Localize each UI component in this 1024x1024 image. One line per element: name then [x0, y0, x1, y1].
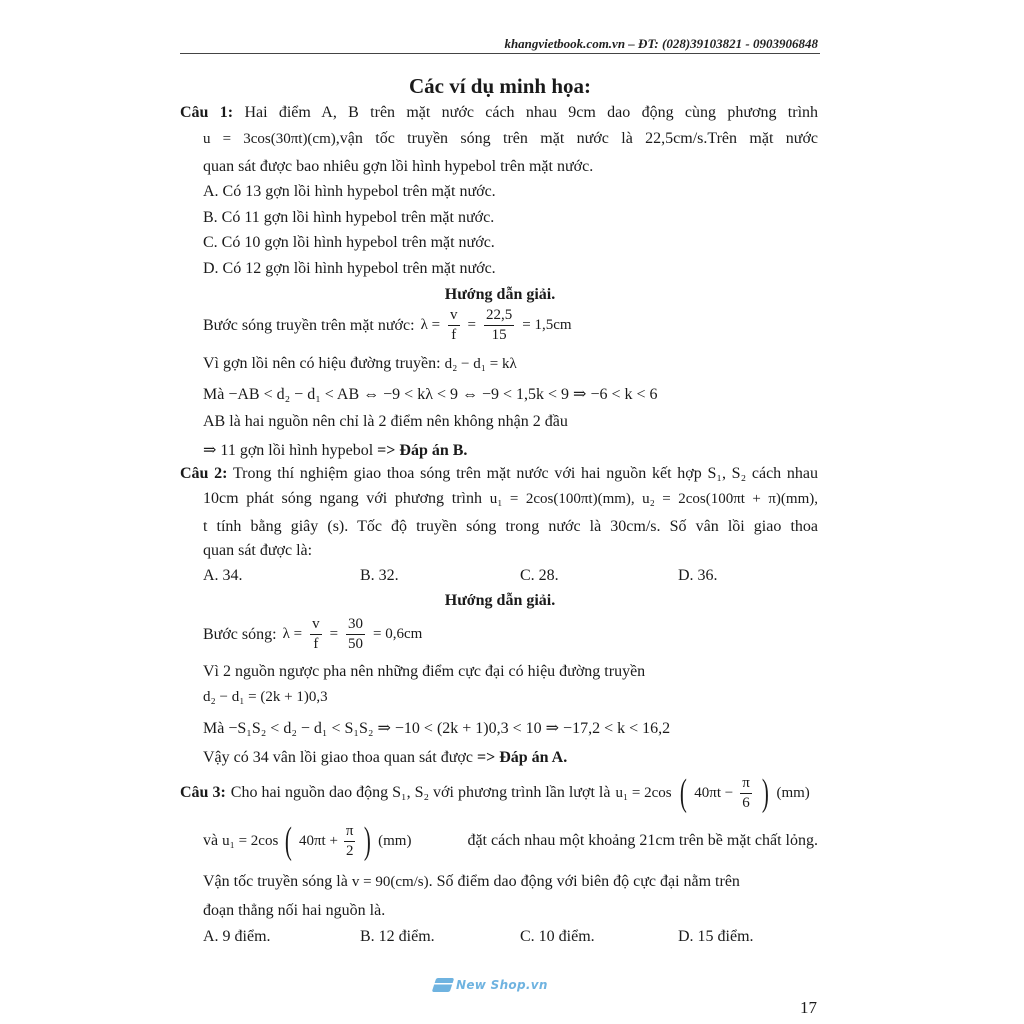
q3-text-line3: Vận tốc truyền sóng là	[203, 873, 348, 890]
newshop-logo-icon	[432, 978, 455, 992]
q1-guide-heading: Hướng dẫn giải.	[444, 286, 556, 303]
q3-eq2-inner: 40πt +	[298, 832, 338, 849]
q1-step1	[203, 308, 572, 343]
q3-eq2-f-num: π	[344, 824, 356, 842]
q2-line4: quan sát được là:	[203, 542, 313, 559]
q3-option-c: C. 10 điểm.	[520, 928, 595, 945]
q3-line2	[203, 822, 818, 860]
q2-step5	[203, 749, 567, 767]
q1-step3: Mà −AB < d₂ − d₁ < AB ⇔ −9 < kλ < 9 ⇔ −9 < 1,5k < 9 ⇒ −6 < k < 6	[203, 386, 658, 403]
q1-step2-eq: d₂ − d₁ = kλ	[444, 356, 517, 372]
q1-step1-eq: =	[467, 317, 477, 333]
q2-step1-rhs: = 0,6cm	[373, 626, 423, 642]
q2-guide-heading: Hướng dẫn giải.	[444, 592, 556, 609]
q2-option-a: A. 34.	[203, 567, 243, 584]
q3-eq1-f-num: π	[740, 776, 752, 794]
q3-eq2-f-den: 2	[345, 842, 354, 859]
newshop-watermark	[434, 978, 548, 992]
q3-eq1-inner: 40πt −	[694, 784, 734, 801]
q3-option-a: A. 9 điểm.	[203, 928, 271, 945]
q3-line1	[180, 774, 810, 812]
q3-line4: đoạn thẳng nối hai nguồn là.	[203, 902, 386, 919]
q2-step1-fraction1	[310, 617, 322, 652]
q2-option-b: B. 32.	[360, 567, 399, 584]
q1-line3: quan sát được bao nhiêu gợn lồi hình hypebol trên mặt nước.	[203, 158, 594, 175]
q1-option-d: D. Có 12 gợn lồi hình hypebol trên mặt nước.	[203, 260, 496, 277]
q3-eq2-paren-open: (	[285, 820, 293, 862]
q2-step4: Mà −S₁S₂ < d₂ − d₁ < S₁S₂ ⇒ −10 < (2k + 1)0,3 < 10 ⇒ −17,2 < k < 16,2	[203, 720, 671, 737]
q1-step1-f2-num: 22,5	[484, 308, 514, 326]
q2-step5-text: Vậy có 34 vân lồi giao thoa quan sát được	[203, 749, 473, 766]
q1-step1-rhs: = 1,5cm	[522, 317, 572, 333]
page-number: 17	[800, 998, 817, 1017]
q1-step1-fraction2	[484, 308, 514, 343]
q2-step1-f2-den: 50	[348, 636, 364, 652]
q1-label: Câu 1:	[180, 104, 234, 121]
q1-step1-f2-den: 15	[491, 327, 507, 343]
q1-step4: AB là hai nguồn nên chỉ là 2 điểm nên không nhận 2 đầu	[203, 413, 568, 430]
q2-step3: d₂ − d₁ = (2k + 1)0,3	[203, 689, 328, 705]
q2-option-c: C. 28.	[520, 567, 559, 584]
q2-line3: t tính bằng giây (s). Tốc độ truyền sóng trong nước là 30cm/s. Số vân lồi giao thoa	[203, 518, 818, 535]
q2-step1-f1-den: f	[313, 636, 319, 652]
q2-step1-f2-num: 30	[346, 617, 365, 635]
q1-step1-fraction1	[448, 308, 460, 343]
q2-text-line1: Trong thí nghiệm giao thoa sóng trên mặt nước với hai nguồn kết hợp S₁, S₂ cách nhau	[232, 465, 819, 482]
q1-step1-lhs: λ =	[420, 317, 441, 333]
q3-text-line2: đặt cách nhau một khoảng 21cm trên bề mặt chất lỏng.	[467, 832, 818, 849]
q3-text-line3-rest: . Số điểm dao động với biên độ cực đại nằm trên	[428, 873, 740, 890]
q1-option-b: B. Có 11 gợn lồi hình hypebol trên mặt nước.	[203, 209, 495, 226]
q2-answer: => Đáp án A.	[476, 749, 568, 766]
q1-step5-text: ⇒ 11 gợn lồi hình hypebol	[203, 442, 374, 459]
q1-option-c: C. Có 10 gợn lồi hình hypebol trên mặt nước.	[203, 234, 495, 251]
q1-step2	[203, 355, 517, 373]
q2-step1-f1-num: v	[310, 617, 322, 635]
q3-eq2-paren-close: )	[364, 820, 372, 862]
q3-eq1-f-den: 6	[742, 794, 750, 811]
q1-text-line1: Hai điểm A, B trên mặt nước cách nhau 9cm dao động cùng phương trình	[244, 104, 819, 121]
q2-equations: u₁ = 2cos(100πt)(mm), u₂ = 2cos(100πt + π)(mm),	[489, 491, 819, 507]
q3-eq2-group	[203, 822, 411, 860]
q1-line2	[203, 130, 818, 148]
q3-option-b: B. 12 điểm.	[360, 928, 435, 945]
q3-text-line1: Cho hai nguồn dao động S₁, S₂ với phương trình lần lượt là	[230, 784, 611, 801]
q3-eq1-paren-open: (	[679, 772, 687, 814]
q2-step1-lhs: λ =	[282, 626, 303, 642]
header-rule	[180, 53, 820, 54]
q3-option-d: D. 15 điểm.	[678, 928, 754, 945]
q3-line3	[203, 873, 740, 891]
q2-step1	[203, 617, 422, 652]
q3-eq1-lhs: u₁ = 2cos	[615, 784, 672, 801]
q1-step1-f1-den: f	[451, 327, 457, 343]
q3-eq2-fraction	[344, 824, 356, 859]
q2-label: Câu 2:	[180, 465, 228, 482]
q1-step1-text: Bước sóng truyền trên mặt nước:	[203, 316, 415, 334]
q3-velocity-eq: v = 90(cm/s)	[351, 874, 429, 890]
q1-step5	[203, 440, 467, 460]
q3-label: Câu 3:	[180, 784, 226, 801]
q2-text-line2: 10cm phát sóng ngang với phương trình	[203, 490, 482, 507]
q3-eq1-unit: (mm)	[776, 784, 810, 801]
q1-equation: u = 3cos(30πt)(cm)	[203, 131, 336, 147]
q2-step1-fraction2	[346, 617, 365, 652]
q2-line1	[180, 465, 818, 483]
q1-step2-text: Vì gợn lồi nên có hiệu đường truyền:	[203, 355, 441, 372]
q3-eq2-lhs: u₁ = 2cos	[222, 832, 279, 849]
q3-eq2-unit: (mm)	[378, 832, 412, 849]
q1-line1	[180, 104, 818, 122]
q2-line2	[203, 490, 818, 508]
q2-step1-text: Bước sóng:	[203, 625, 277, 643]
section-title: Các ví dụ minh họa:	[408, 74, 592, 98]
q2-step2: Vì 2 nguồn ngược pha nên những điểm cực đại có hiệu đường truyền	[203, 663, 646, 680]
q1-text-line2: ,vận tốc truyền sóng trên mặt nước là 22,5cm/s.Trên mặt nước	[335, 130, 818, 147]
q2-step1-eq: =	[329, 626, 339, 642]
q1-step1-f1-num: v	[448, 308, 460, 326]
page-header: khangvietbook.com.vn – ĐT: (028)39103821 - 0903906848	[504, 36, 818, 51]
q1-answer: => Đáp án B.	[377, 442, 468, 459]
q3-eq1-fraction	[740, 776, 752, 811]
q2-option-d: D. 36.	[678, 567, 718, 584]
q3-eq1-paren-close: )	[761, 772, 769, 814]
q3-line2-pre: và	[203, 832, 219, 849]
q1-option-a: A. Có 13 gợn lồi hình hypebol trên mặt nước.	[203, 183, 496, 200]
watermark-text: New Shop.vn	[456, 978, 548, 992]
